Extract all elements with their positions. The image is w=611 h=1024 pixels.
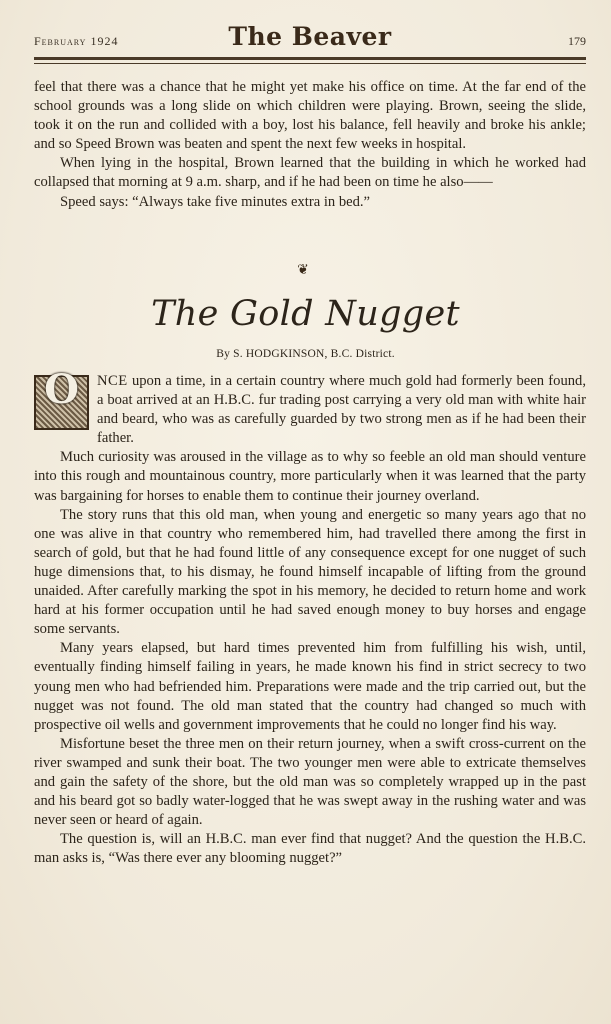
page-header [34, 20, 586, 64]
fleuron-ornament-icon: ❦ [297, 262, 309, 278]
first-paragraph [34, 366, 586, 448]
issue-date: February 1924 [34, 34, 119, 48]
lead-word: NCE [97, 373, 128, 389]
paragraph: Many years elapsed, but hard times prevented him from fulfilling his wish, until, eventually finding himself failing in years, he made known his find in strict secrecy to two young men who had befriended him. Preparations were made and the trip carried out, but the nugget was not found. The old man stated that the country had changed so much with prospective oil wells and government improvements that he could no longer find his way. [34, 640, 586, 733]
drop-cap-letter: O [44, 366, 79, 413]
paragraph: Speed says: “Always take five minutes extra in bed.” [60, 193, 371, 210]
article-title: The Gold Nugget [151, 294, 460, 334]
paragraph: When lying in the hospital, Brown learned that the building in which he worked had collapsed that morning at 9 a.m. sharp, and if he had been on time he also—— [34, 155, 586, 191]
paragraph: feel that there was a chance that he might yet make his office on time. At the far end of the school grounds was a long slide on which children were playing. Brown, seeing the slide, took it on the run and collided with a boy, lost his balance, fell heavily and broke his ankle; and so Speed Brown was beaten and spent the next few weeks in hospital. [34, 79, 586, 153]
magazine-title: The Beaver [228, 22, 392, 51]
header-rule [34, 57, 586, 64]
first-paragraph-text: upon a time, in a certain country where much gold had formerly been found, a boat arrived at an H.B.C. fur trading post carrying a very old man with white hair and beard, who was as carefully guarded by two strong men as if he had been their father. [97, 373, 586, 447]
paragraph: The question is, will an H.B.C. man ever find that nugget? And the question the H.B.C. man asks is, “Was there ever any blooming nugget?” [34, 831, 586, 867]
drop-cap [34, 366, 89, 430]
paragraph: Much curiosity was aroused in the village as to why so feeble an old man should venture into this rough and mountainous country, more particularly when it was learned that the party was bargaining for horses to enable them to continue their journey overland. [34, 449, 586, 504]
paragraph: Misfortune beset the three men on their return journey, when a swift cross-current on the river swamped and sunk their boat. The two younger men were able to extricate themselves and gain the safety of the shore, but the old man was so completely wrapped up in the past and his beard got so badly water-logged that he was swept away in the rushing water and was never seen or heard of again. [34, 735, 586, 829]
paragraph: The story runs that this old man, when young and energetic so many years ago that no one was alive in that country who remembered him, had travelled there among the first in search of gold, but that he had found little of any consequence except for one nugget of such huge dimensions that, to his dismay, he found himself incapable of lifting from the ground unaided. After carefully marking the spot in his memory, he decided to return home and work hard at his former occupation until he had saved enough money to buy horses and engage some servants. [34, 506, 586, 638]
article-body [34, 366, 586, 868]
page-number: 179 [568, 34, 586, 48]
article-byline: By S. HODGKINSON, B.C. District. [216, 348, 395, 360]
previous-article-ending [34, 78, 586, 212]
